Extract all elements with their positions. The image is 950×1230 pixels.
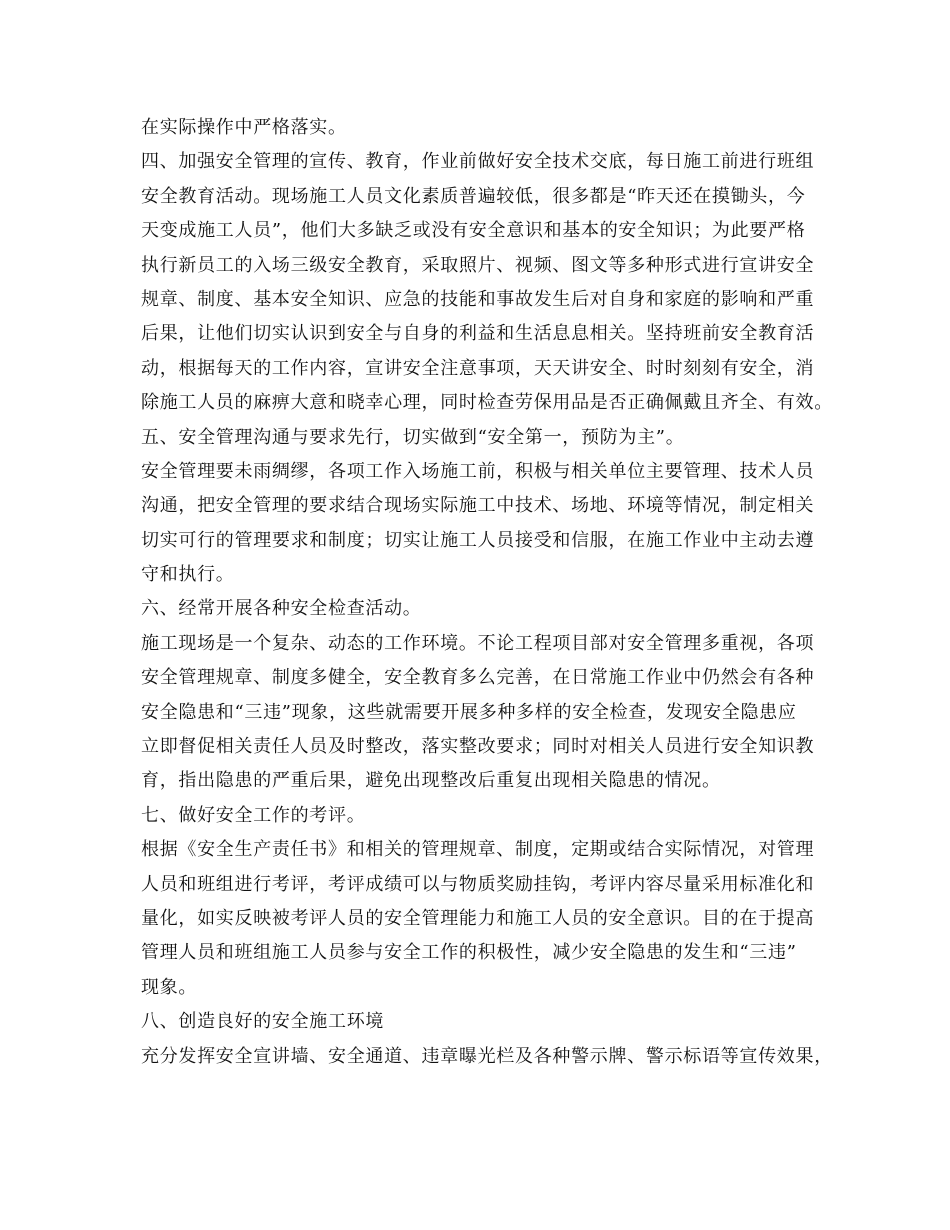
- text-line: 天变成施工人员”，他们大多缺乏或没有安全意识和基本的安全知识；为此要严格: [141, 220, 806, 242]
- text-line: 安全教育活动。现场施工人员文化素质普遍较低，很多都是“昨天还在摸锄头，今: [141, 185, 806, 207]
- text-line: 规章、制度、基本安全知识、应急的技能和事故发生后对自身和家庭的影响和严重: [141, 288, 815, 310]
- section-heading: 五、安全管理沟通与要求先行，切实做到“安全第一，预防为主”。: [141, 426, 685, 448]
- text-line: 管理人员和班组施工人员参与安全工作的积极性，减少安全隐患的发生和“三违”: [141, 942, 797, 964]
- text-line: 后果，让他们切实认识到安全与自身的利益和生活息息相关。坚持班前安全教育活: [141, 323, 815, 345]
- text-line: 安全管理要未雨绸缪，各项工作入场施工前，积极与相关单位主要管理、技术人员: [141, 460, 815, 482]
- text-line: 现象。: [141, 976, 198, 998]
- text-line: 在实际操作中严格落实。: [141, 117, 347, 138]
- text-line: 充分发挥安全宣讲墙、安全通道、违章曝光栏及各种警示牌、警示标语等宣传效果，: [141, 1045, 833, 1067]
- document-body: [141, 111, 831, 1074]
- section-heading: 四、加强安全管理的宣传、教育，作业前做好安全技术交底，每日施工前进行班组: [141, 151, 815, 173]
- text-line: 执行新员工的入场三级安全教育，采取照片、视频、图文等多种形式进行宣讲安全: [141, 254, 815, 276]
- text-line: 人员和班组进行考评，考评成绩可以与物质奖励挂钩，考评内容尽量采用标准化和: [141, 873, 815, 895]
- text-line: 动，根据每天的工作内容，宣讲安全注意事项，天天讲安全、时时刻刻有安全，消: [141, 357, 815, 379]
- text-line: 施工现场是一个复杂、动态的工作环境。不论工程项目部对安全管理多重视，各项: [141, 632, 815, 654]
- text-line: 守和执行。: [141, 564, 235, 586]
- text-line: 立即督促相关责任人员及时整改，落实整改要求；同时对相关人员进行安全知识教: [141, 736, 815, 758]
- section-heading: 八、创造良好的安全施工环境: [141, 1011, 385, 1033]
- text-line: 量化，如实反映被考评人员的安全管理能力和施工人员的安全意识。目的在于提高: [141, 907, 815, 929]
- text-line: 沟通，把安全管理的要求结合现场实际施工中技术、场地、环境等情况，制定相关: [141, 495, 815, 517]
- text-line: 切实可行的管理要求和制度；切实让施工人员接受和信服，在施工作业中主动去遵: [141, 529, 815, 551]
- text-line: 育，指出隐患的严重后果，避免出现整改后重复出现相关隐患的情况。: [141, 770, 721, 792]
- text-line: 根据《安全生产责任书》和相关的管理规章、制度，定期或结合实际情况，对管理: [141, 839, 815, 861]
- text-line: 安全管理规章、制度多健全，安全教育多么完善，在日常施工作业中仍然会有各种: [141, 667, 815, 689]
- section-heading: 六、经常开展各种安全检查活动。: [141, 598, 422, 620]
- text-line: 除施工人员的麻痹大意和晓幸心理，同时检查劳保用品是否正确佩戴且齐全、有效。: [141, 392, 833, 414]
- section-heading: 七、做好安全工作的考评。: [141, 804, 366, 826]
- text-line: 安全隐患和“三违”现象，这些就需要开展多种多样的安全检查，发现安全隐患应: [141, 701, 797, 723]
